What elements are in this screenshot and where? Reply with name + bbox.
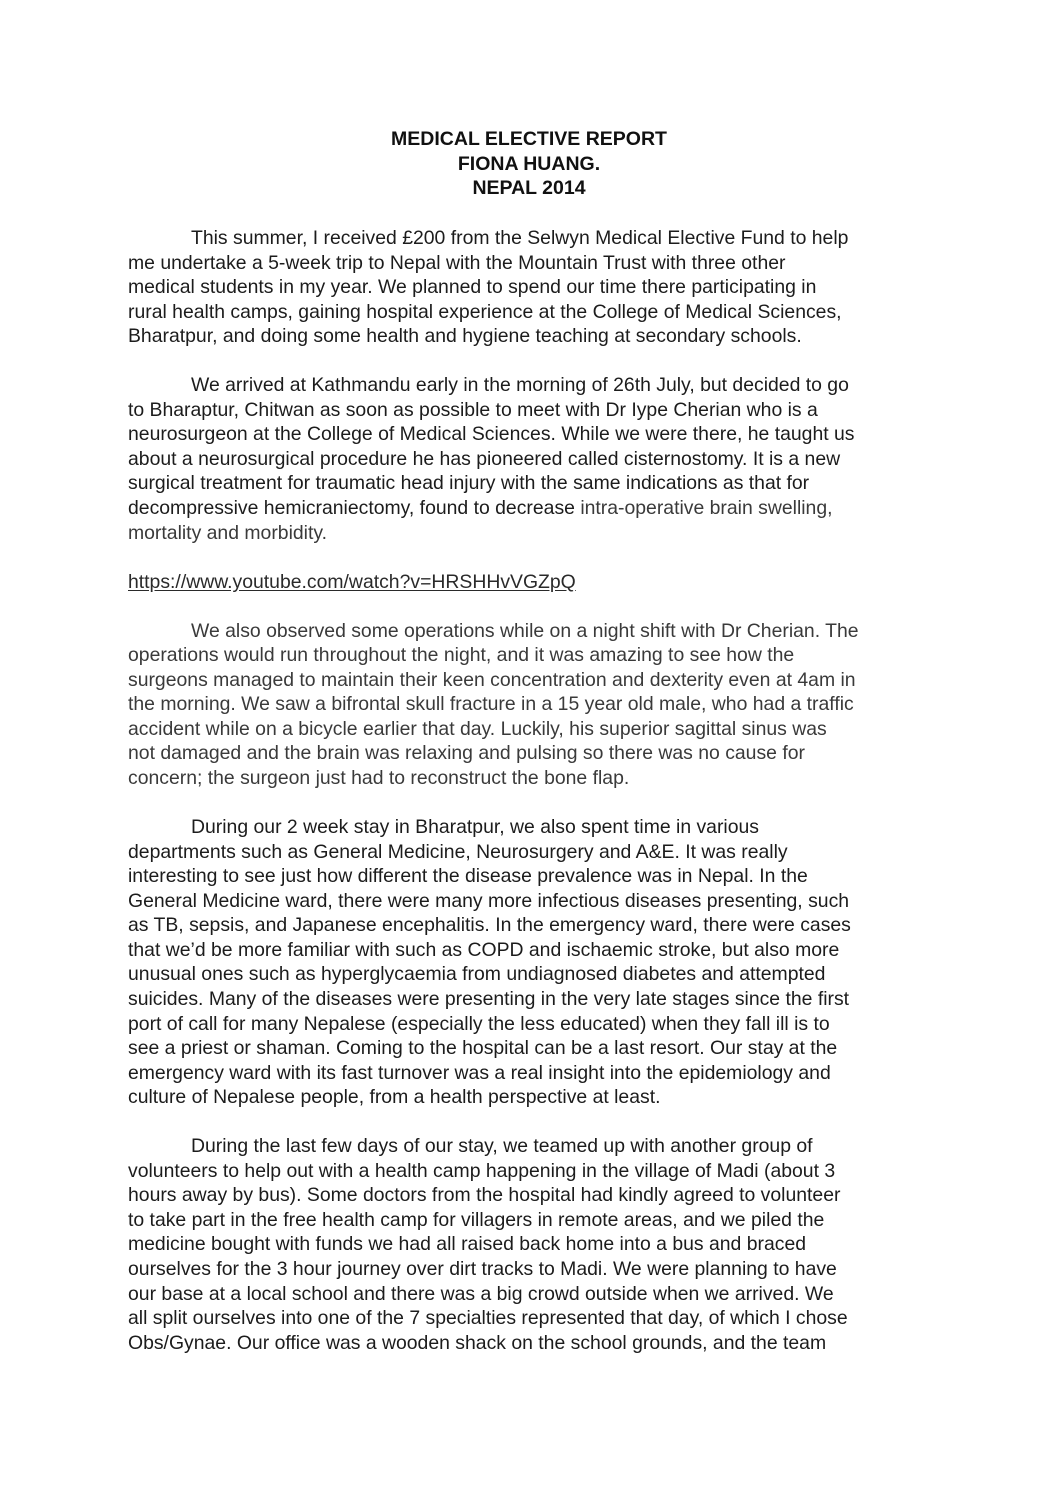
report-location-year: NEPAL 2014	[472, 177, 586, 199]
video-link-line	[128, 570, 940, 595]
paragraph-arrival-tail: intra-operative brain swelling, mortality and morbidity.	[128, 497, 833, 544]
report-title: MEDICAL ELECTIVE REPORT	[391, 128, 667, 150]
report-header	[0, 127, 1058, 201]
author-name: FIONA HUANG.	[457, 152, 601, 175]
paragraph-arrival-text: We arrived at Kathmandu early in the morning of 26th July, but decided to go to Bharaptur, Chitwan as soon as possible to meet with Dr Iype Cherian who is a neurosurgeon at the College of Medical Sciences. While we were there, he taught us about a neurosurgical procedure he has pioneered called cisternostomy. It is a new surgical treatment for traumatic head injury with the same indications as that for decompressive hemicraniectomy, found to decrease	[128, 374, 855, 520]
report-body	[128, 226, 940, 1380]
paragraph-departments: During our 2 week stay in Bharatpur, we also spent time in various departments such as General Medicine, Neurosurgery and A&E. It was really interesting to see just how different the disease prevalence was in Nepal. In the General Medicine ward, there were many more infectious diseases presenting, such as TB, sepsis, and Japanese encephalitis. In the emergency ward, there were cases that we’d be more familiar with such as COPD and ischaemic stroke, but also more unusual ones such as hyperglycaemia from undiagnosed diabetes and attempted suicides. Many of the diseases were presenting in the very late stages since the first port of call for many Nepalese (especially the less educated) when they fall ill is to see a priest or shaman. Coming to the hospital can be a last resort. Our stay at the emergency ward with its fast turnover was a real insight into the epidemiology and culture of Nepalese people, from a health perspective at least.	[128, 816, 851, 1109]
paragraph-health-camp: During the last few days of our stay, we teamed up with another group of volunteers to help out with a health camp happening in the village of Madi (about 3 hours away by bus). Some doctors from the hospital had kindly agreed to volunteer to take part in the free health camp for villagers in remote areas, and we piled the medicine bought with funds we had all raised back home into a bus and braced ourselves for the 3 hour journey over dirt tracks to Madi. We were planning to have our base at a local school and there was a big crowd outside when we arrived. We all split ourselves into one of the 7 specialties represented that day, of which I chose Obs/Gynae. Our office was a wooden shack on the school grounds, and the team	[128, 1135, 848, 1354]
paragraph-night-shift: We also observed some operations while on a night shift with Dr Cherian. The operations would run throughout the night, and it was amazing to see how the surgeons managed to maintain their keen concentration and dexterity even at 4am in the morning. We saw a bifrontal skull fracture in a 15 year old male, who had a traffic accident while on a bicycle earlier that day. Luckily, his superior sagittal sinus was not damaged and the brain was relaxing and pulsing so there was no cause for concern; the surgeon just had to reconstruct the bone flap.	[128, 619, 859, 790]
paragraph-intro: This summer, I received £200 from the Selwyn Medical Elective Fund to help me undertake a 5-week trip to Nepal with the Mountain Trust with three other medical students in my year. We planned to spend our time there participating in rural health camps, gaining hospital experience at the College of Medical Sciences, Bharatpur, and doing some health and hygiene teaching at secondary schools.	[128, 227, 849, 348]
paragraph-arrival	[128, 373, 940, 545]
youtube-link[interactable]: https://www.youtube.com/watch?v=HRSHHvVGZpQ	[128, 570, 576, 593]
